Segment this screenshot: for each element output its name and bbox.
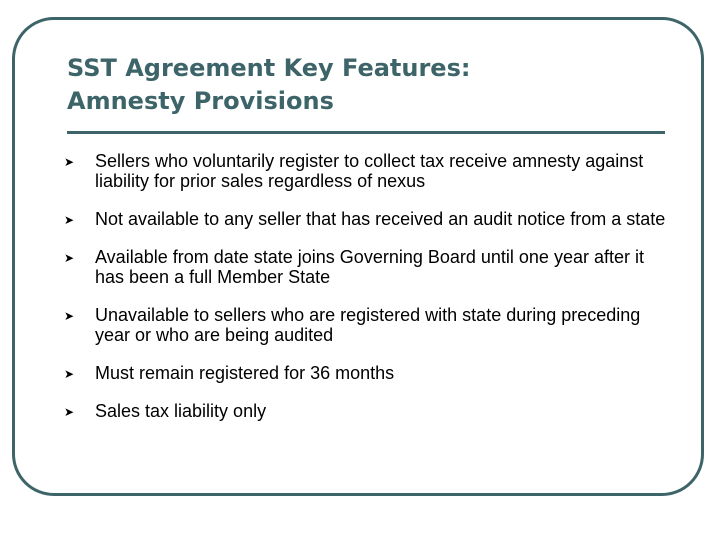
bullet-text: Sales tax liability only [95,401,267,421]
bullet-item [64,401,667,421]
bullet-item [64,151,667,191]
arrowhead-bullet-icon: ➤ [64,213,75,227]
bullet-list [64,151,667,439]
bullet-item [64,247,667,287]
arrowhead-bullet-icon: ➤ [64,405,75,419]
arrowhead-bullet-icon: ➤ [64,309,75,323]
bullet-text: Must remain registered for 36 months [95,363,395,383]
bullet-text: Sellers who voluntarily register to collect tax receive amnesty against liability for prior sales regardless of nexus [95,151,644,191]
bullet-text: Unavailable to sellers who are registered with state during preceding year or who are being audited [95,305,641,345]
bullet-item [64,363,667,383]
arrowhead-bullet-icon: ➤ [64,367,75,381]
slide-title: SST Agreement Key Features: Amnesty Provisions [67,54,471,115]
bullet-item [64,209,667,229]
bullet-item [64,305,667,345]
arrowhead-bullet-icon: ➤ [64,155,75,169]
bullet-text: Available from date state joins Governing Board until one year after it has been a full Member State [95,247,644,287]
bullet-text: Not available to any seller that has received an audit notice from a state [95,209,666,229]
arrowhead-bullet-icon: ➤ [64,251,75,265]
title-divider [67,131,665,134]
